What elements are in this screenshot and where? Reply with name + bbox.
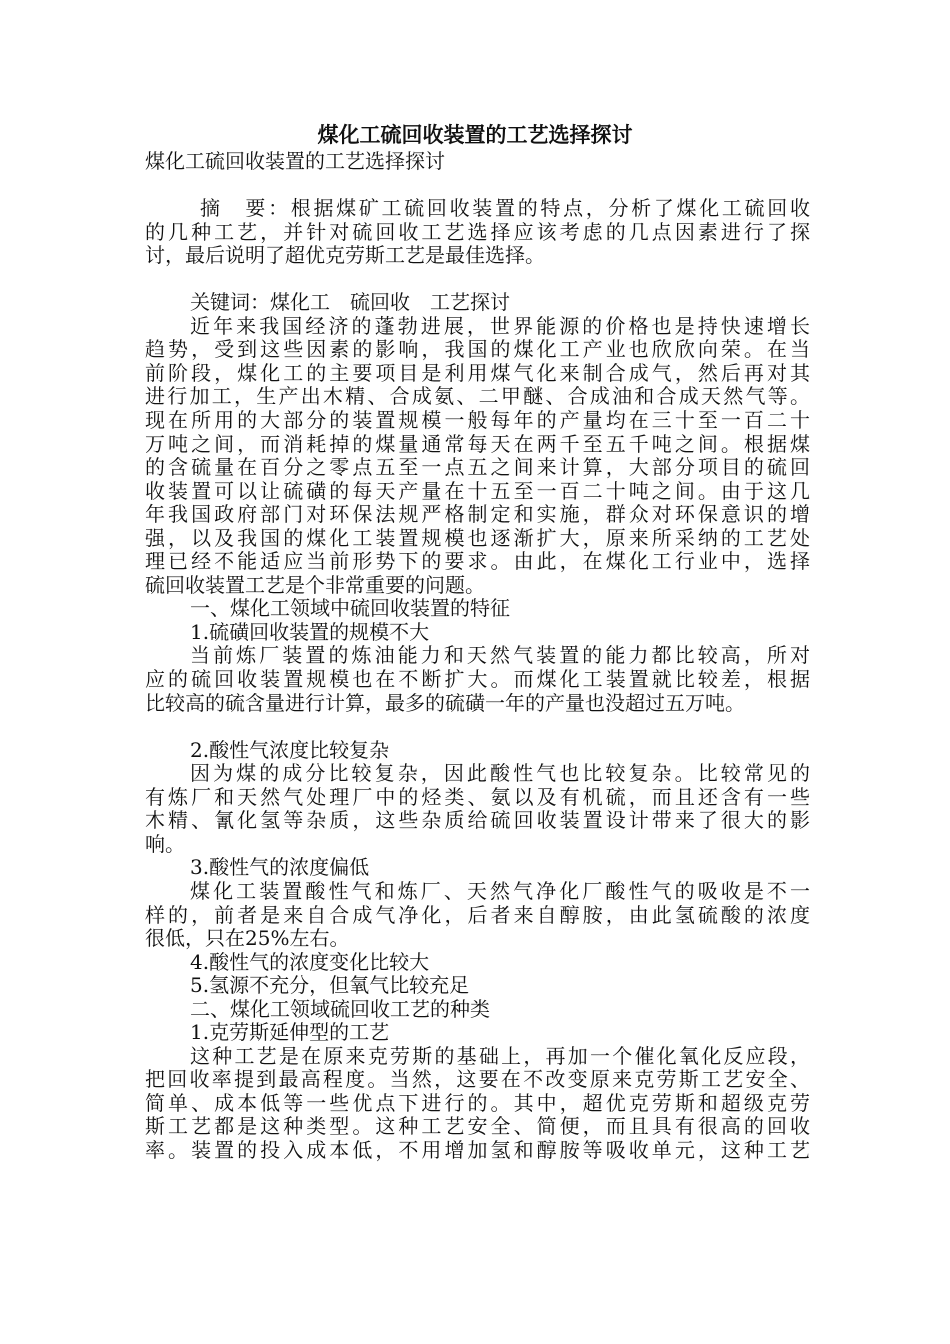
subsection-heading: 4.酸性气的浓度变化比较大 (190, 949, 430, 974)
subsection-heading: 1.硫磺回收装置的规模不大 (190, 619, 430, 644)
intro-line: 理已经不能适应当前形势下的要求。由此，在煤化工行业中，选择 (145, 550, 810, 574)
blank-line (145, 268, 810, 292)
subsection-heading: 2.酸性气浓度比较复杂 (190, 737, 390, 762)
intro-line: 收装置可以让硫磺的每天产量在十五至一百二十吨之间。由于这几 (145, 479, 810, 503)
intro-line: 万吨之间，而消耗掉的煤量通常每天在两千至五千吨之间。根据煤 (145, 432, 810, 456)
intro-line: 强，以及我国的煤化工装置规模也逐渐扩大，原来所采纳的工艺处 (145, 526, 810, 550)
blank-line (145, 174, 810, 198)
paragraph-line: 有炼厂和天然气处理厂中的烃类、氨以及有机硫，而且还含有一些 (145, 785, 810, 809)
paragraph-line: 把回收率提到最高程度。当然，这要在不改变原来克劳斯工艺安全、 (145, 1068, 810, 1092)
abstract-line: 讨，最后说明了超优克劳斯工艺是最佳选择。 (145, 243, 545, 268)
intro-line: 前阶段，煤化工的主要项目是利用煤气化来制合成气，然后再对其 (145, 361, 810, 385)
subsection-heading: 5.氢源不充分，但氧气比较充足 (190, 973, 470, 998)
paragraph-line: 比较高的硫含量进行计算，最多的硫磺一年的产量也没超过五万吨。 (145, 690, 745, 715)
blank-line (145, 715, 810, 739)
paragraph-line: 斯工艺都是这种类型。这种工艺安全、简便，而且具有很高的回收 (145, 1115, 810, 1139)
paragraph-line: 率。装置的投入成本低，不用增加氢和醇胺等吸收单元，这种工艺 (145, 1138, 810, 1162)
paragraph-line: 木精、氰化氢等杂质，这些杂质给硫回收装置设计带来了很大的影 (145, 809, 810, 833)
intro-line: 进行加工，生产出木精、合成氨、二甲醚、合成油和合成天然气等。 (145, 385, 810, 409)
intro-line: 现在所用的大部分的装置规模一般每年的产量均在三十至一百二十 (145, 409, 810, 433)
section-heading-1: 一、煤化工领域中硫回收装置的特征 (190, 596, 510, 621)
abstract-line: 摘 要：根据煤矿工硫回收装置的特点，分析了煤化工硫回收 (200, 197, 810, 221)
paragraph-line: 煤化工装置酸性气和炼厂、天然气净化厂酸性气的吸收是不一 (190, 879, 810, 903)
paragraph-line: 这种工艺是在原来克劳斯的基础上，再加一个催化氧化反应段， (190, 1044, 810, 1068)
paragraph-line: 响。 (145, 831, 185, 856)
paragraph-line: 当前炼厂装置的炼油能力和天然气装置的能力都比较高，所对 (190, 644, 810, 668)
document-title: 煤化工硫回收装置的工艺选择探讨 (317, 122, 633, 147)
paragraph-line: 样的，前者是来自合成气净化，后者来自醇胺，由此氢硫酸的浓度 (145, 903, 810, 927)
intro-line: 近年来我国经济的蓬勃进展，世界能源的价格也是持快速增长 (190, 314, 810, 338)
paragraph-line: 简单、成本低等一些优点下进行的。其中，超优克劳斯和超级克劳 (145, 1091, 810, 1115)
document-body (145, 150, 810, 1163)
paragraph-line: 应的硫回收装置规模也在不断扩大。而煤化工装置就比较差，根据 (145, 668, 810, 692)
abstract-line: 的几种工艺，并针对硫回收工艺选择应该考虑的几点因素进行了探 (145, 220, 810, 244)
intro-line: 年我国政府部门对环保法规严格制定和实施，群众对环保意识的增 (145, 503, 810, 527)
intro-line: 硫回收装置工艺是个非常重要的问题。 (145, 572, 485, 597)
paragraph-line: 因为煤的成分比较复杂，因此酸性气也比较复杂。比较常见的 (190, 762, 810, 786)
subsection-heading: 1.克劳斯延伸型的工艺 (190, 1020, 390, 1045)
intro-line: 的含硫量在百分之零点五至一点五之间来计算，大部分项目的硫回 (145, 456, 810, 480)
section-heading-2: 二、煤化工领域硫回收工艺的种类 (190, 996, 490, 1021)
keywords: 关键词：煤化工 硫回收 工艺探讨 (190, 290, 510, 315)
paragraph-line: 很低，只在25%左右。 (145, 926, 350, 951)
intro-line: 趋势，受到这些因素的影响，我国的煤化工产业也欣欣向荣。在当 (145, 338, 810, 362)
subtitle: 煤化工硫回收装置的工艺选择探讨 (145, 149, 445, 173)
subsection-heading: 3.酸性气的浓度偏低 (190, 855, 370, 880)
